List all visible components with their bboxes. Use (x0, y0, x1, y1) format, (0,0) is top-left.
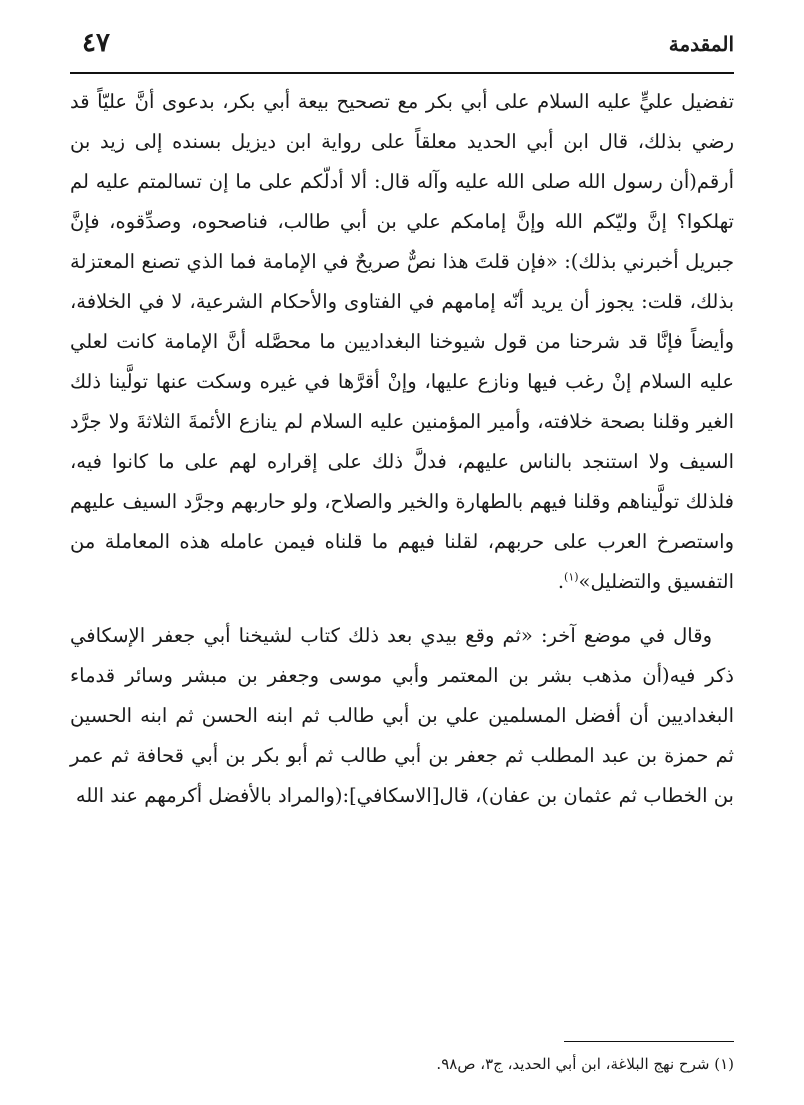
page-number: ٤٧ (82, 28, 110, 58)
running-title: المقدمة (668, 32, 734, 56)
paragraph-2: وقال في موضع آخر: «ثم وقع بيدي بعد ذلك كتاب لشيخنا أبي جعفر الإسكافي ذكر فيه(أن مذهب بشر بن المعتمر وأبي موسى وجعفر بن مبشر وسائر قدماء البغداديين أن أفضل المسلمين علي بن أبي طالب ثم ابنه الحسن ثم ابنه الحسين ثم حمزة بن عبد المطلب ثم جعفر بن أبي طالب ثم أبو بكر بن أبي قحافة ثم عمر بن الخطاب ثم عثمان بن عفان)، قال[الاسكافي]:(والمراد بالأفضل أكرمهم عند الله (70, 624, 734, 807)
footnote: (١) شرح نهج البلاغة، ابن أبي الحديد، ج٣، ص٩٨. (436, 1055, 734, 1073)
paragraph-1-text: تفضيل عليٍّ عليه السلام على أبي بكر مع تصحيح بيعة أبي بكر، بدعوى أنَّ عليّاً قد رضي بذلك، قال ابن أبي الحديد معلقاً على رواية ابن ديزيل بسنده إلى زيد بن أرقم(أن رسول الله صلى الله عليه وآله قال: ألا أدلّكم على ما إن تسالمتم عليه لم تهلكوا؟ إنَّ وليّكم الله وإنَّ إمامكم علي بن أبي طالب، فناصحوه، وصدِّقوه، فإنَّ جبريل أخبرني بذلك): «فإن قلتَ هذا نصٌّ صريحٌ في الإمامة فما الذي تصنع المعتزلة بذلك، قلت: يجوز أن يريد أنّه إمامهم في الفتاوى والأحكام الشرعية، لا في الخلافة، وأيضاً فإنَّا قد شرحنا من قول شيوخنا البغداديين ما محصَّله أنَّ الإمامة كانت لعلي عليه السلام إنْ رغب فيها ونازع عليها، وإنْ أقرَّها في غيره وسكت عنها تولَّينا ذلك الغير وقلنا بصحة خلافته، وأمير المؤمنين عليه السلام لم ينازع الأئمةَ الثلاثةَ ولا جرَّد السيف ولا استنجد بالناس عليهم، فدلَّ ذلك على إقراره لهم على ما كانوا فيه، فلذلك تولَّيناهم وقلنا فيهم بالطهارة والخير والصلاح، ولو حاربهم وجرَّد السيف عليهم واستصرخ العرب على حربهم، لقلنا فيهم ما قلناه فيمن عامله هذه المعاملة من التفسيق والتضليل» (70, 90, 734, 593)
main-text (70, 82, 734, 816)
footnote-divider (564, 1041, 734, 1042)
page-header (70, 22, 734, 72)
footnote-marker[interactable]: (١) (564, 570, 579, 584)
paragraph-1 (70, 82, 734, 602)
header-divider (70, 72, 734, 74)
paragraph-1-end: . (557, 570, 565, 593)
